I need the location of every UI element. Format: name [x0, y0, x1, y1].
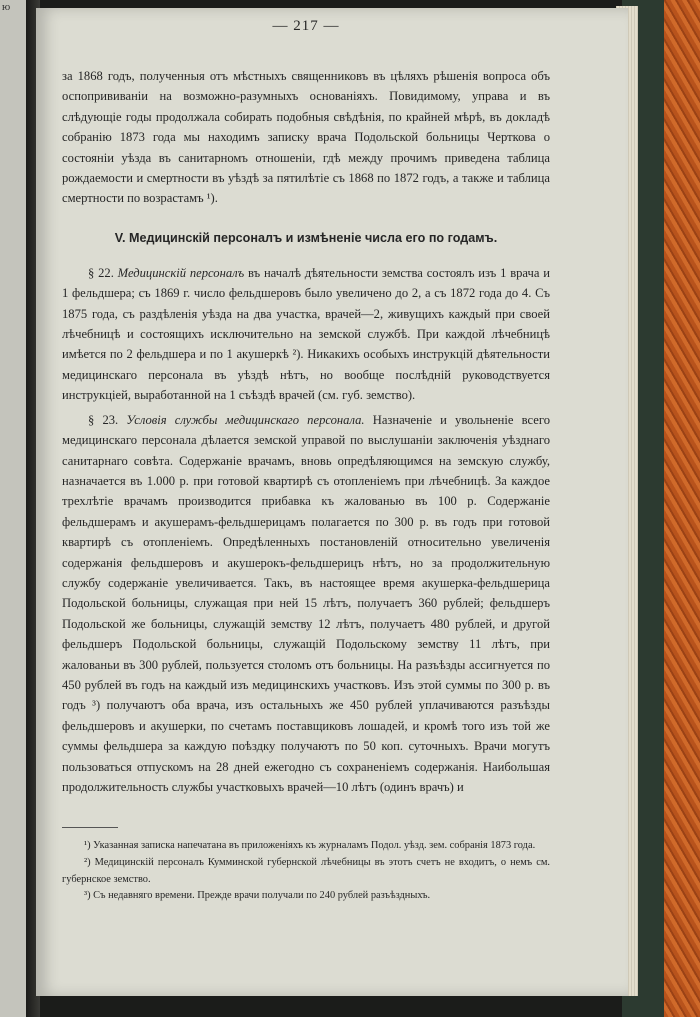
paragraph-22 [62, 263, 550, 406]
footnote-3: ³) Съ недавняго времени. Прежде врачи получали по 240 рублей разъѣздныхъ. [84, 890, 431, 902]
paragraph-22-number: § 22. [88, 265, 114, 280]
paragraph-22-title: Медицинскій персоналъ [117, 265, 245, 280]
paragraph-23-text: Назначеніе и увольненіе всего медицинскаго персонала дѣлается земской управой по выслушаніи заключенія уѣзднаго санитарнаго совѣта. Содержаніе врачамъ, вновь опредѣляющимся на земскую службу, назначается въ 1.000 р. при готовой квартирѣ съ отопленіемъ при лѣчебницѣ. За каждое трехлѣтіе врачамъ производится прибавка къ жалованью въ 100 р. Содержаніе фельдшерамъ и акушерамъ-фельдшерицамъ полагается по 300 р. въ годъ при готовой квартирѣ съ отопленіемъ. Опредѣленныхъ постановленій относительно увеличенія содержанія фельдшеровъ и акушерокъ-фельдшерицъ нѣтъ, но за продолжительную службу содержаніе увеличивается. Такъ, въ настоящее время акушерка-фельдшерица Подольской больницы, служащая при ней 15 лѣтъ, получаетъ 360 рублей; фельдшеръ Подольской же больницы, служащій земству 12 лѣтъ, получаетъ 480 рублей, и другой фельдшеръ Подольской больницы, служащій Подольскому земству 11 лѣтъ, при жалованьи въ 300 рублей, пользуется столомъ отъ больницы. На разъѣзды ассигнуется по 450 рублей въ годъ на каждый изъ медицинскихъ участковъ. Изъ этой суммы по 300 р. въ годъ ³) получаютъ оба врача, изъ остальныхъ же 450 рублей уплачиваются разъѣзды фельдшеровъ и акушерки, по счетамъ поставщиковъ лошадей, и кромѣ того изъ той же суммы фельдшера за каждую поѣздку получаютъ по 50 коп. суточныхъ. Врачи могутъ пользоваться отпускомъ на 28 дней ежегодно съ сохраненіемъ содержанія. Наибольшая продолжительность службы участковыхъ врачей—10 лѣтъ (одинъ врачъ) и [62, 412, 551, 794]
page-number: — 217 — [272, 18, 340, 34]
section-title: V. Медицинскій персоналъ и измѣненіе числа его по годамъ. [114, 230, 498, 245]
footnote-rule [62, 827, 118, 828]
left-page-line: ю [2, 1, 11, 13]
paragraph-23-number: § 23. [88, 412, 119, 427]
page-content [62, 18, 551, 905]
paragraph-22-text: въ началѣ дѣятельности земства состоялъ изъ 1 врача и 1 фельдшера; съ 1869 г. число фельдшеровъ было увеличено до 2, а съ 1872 года до 4. Съ 1875 года, съ раздѣленія уѣзда на два участка, врачей—2, живущихъ каждый при своей лѣчебницѣ и состоящихъ исключительно на земской службѣ. При каждой лѣчебницѣ имѣется по 2 фельдшера и по 1 акушеркѣ ²). Никакихъ особыхъ инструкцій дѣятельности медицинскаго персонала въ уѣздѣ нѣтъ, но вообще послѣдній руководствуется инструкціей, выработанной на 1 съѣздѣ врачей (см. губ. земство). [62, 265, 550, 403]
footnote-2: ²) Медицинскій персоналъ Кумминской губернской лѣчебницы въ этотъ счетъ не входитъ, о немъ см. губернское земство. [62, 857, 550, 885]
book-page [36, 8, 628, 996]
paragraph-23-title: Условія службы медицинскаго персонала. [126, 412, 365, 427]
book-cover-pattern [664, 0, 700, 1017]
intro-paragraph: за 1868 годъ, полученныя отъ мѣстныхъ священниковъ въ цѣляхъ рѣшенія вопроса объ оспопрививаніи на возможно-разумныхъ основаніяхъ. Повидимому, управа и въ слѣдующіе годы продолжала собирать подобныя свѣдѣнія, по крайней мѣрѣ, въ докладѣ собранію 1873 года мы находимъ записку врача Подольской больницы Черткова о состояніи уѣзда въ санитарномъ отношеніи, гдѣ между прочимъ приведена таблица рождаемости и смертности въ уѣздѣ за пятилѣтіе съ 1868 по 1872 годъ, а также и таблица смертности по возрастамъ ¹). [62, 69, 550, 206]
paragraph-23 [62, 410, 550, 798]
footnote-1: ¹) Указанная записка напечатана въ приложеніяхъ къ журналамъ Подол. уѣзд. зем. собранія 1873 года. [84, 840, 536, 852]
